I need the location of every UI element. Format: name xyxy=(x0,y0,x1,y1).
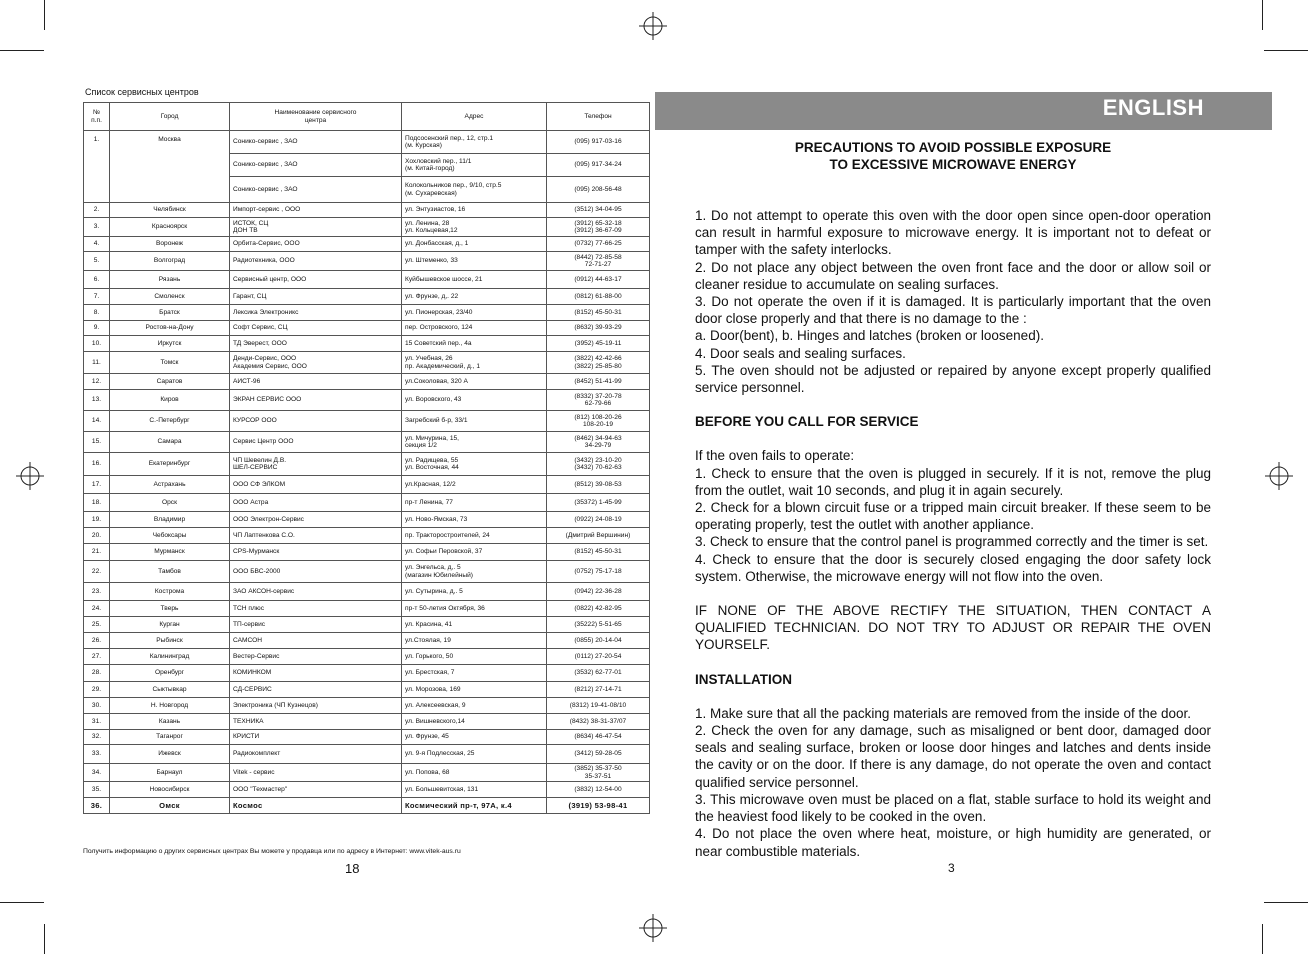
table-row xyxy=(84,714,650,730)
cell-phone: (0732) 77-66-25 xyxy=(547,237,650,252)
cell-phone: (8212) 27-14-71 xyxy=(547,682,650,698)
table-row xyxy=(84,131,650,154)
table-row xyxy=(84,745,650,764)
cell-name: ООО СФ ЭЛКОМ xyxy=(230,476,402,494)
service-footer-note: Получить информацию о других сервисных центрах Вы можете у продавца или по адресу в Интернет: www.vitek-aus.ru xyxy=(83,848,461,855)
table-row xyxy=(84,682,650,698)
cell-city: Киров xyxy=(110,390,230,411)
cell-address: ул. Красина, 41 xyxy=(402,617,547,633)
installation-item: 4. Do not place the oven where heat, moisture, or high humidity are generated, or near combustible materials. xyxy=(695,826,1211,859)
table-row xyxy=(84,336,650,352)
cell-phone: (3919) 53-98-41 xyxy=(547,798,650,814)
table-row xyxy=(84,528,650,544)
table-row xyxy=(84,512,650,528)
cell-phone: (3952) 45-19-11 xyxy=(547,336,650,352)
cell-num: 6. xyxy=(84,271,110,289)
cell-name: Vitek - сервис xyxy=(230,764,402,782)
cell-num: 11. xyxy=(84,352,110,374)
cell-num: 8. xyxy=(84,305,110,321)
service-list-title: Список сервисных центров xyxy=(85,87,199,97)
precautions-heading xyxy=(695,139,1211,173)
table-row xyxy=(84,289,650,305)
cell-address: Подсосенский пер., 12, стр.1 (м. Курская) xyxy=(402,131,547,154)
cell-num: 23. xyxy=(84,583,110,601)
cell-name: КУРСОР ООО xyxy=(230,411,402,432)
cell-name: КРИСТИ xyxy=(230,730,402,745)
cell-address: ул. 9-я Подлесская, 25 xyxy=(402,745,547,764)
table-row xyxy=(84,411,650,432)
cell-name: Сервис Центр ООО xyxy=(230,432,402,453)
cell-name: ЗАО АКСОН-сервис xyxy=(230,583,402,601)
cell-city: Н. Новгород xyxy=(110,698,230,714)
cell-phone: (0112) 27-20-54 xyxy=(547,649,650,665)
cell-phone: (8152) 45-50-31 xyxy=(547,544,650,561)
cell-phone: (8632) 39-93-29 xyxy=(547,321,650,336)
cell-name: Вестер-Сервис xyxy=(230,649,402,665)
table-row xyxy=(84,698,650,714)
installation-item: 3. This microwave oven must be placed on a flat, stable surface to hold its weight and the heaviest food likely to be cooked in the oven. xyxy=(695,791,1211,825)
cell-address: пр. Тракторостроителей, 24 xyxy=(402,528,547,544)
cell-num: 20. xyxy=(84,528,110,544)
crop-mark xyxy=(0,50,44,51)
cell-name: ООО Астра xyxy=(230,494,402,512)
cell-num: 30. xyxy=(84,698,110,714)
service-item: 3. Check to ensure that the control panel is programmed correctly and the timer is set. xyxy=(695,534,1209,550)
cell-name: CPS-Мурманск xyxy=(230,544,402,561)
crop-mark xyxy=(1264,50,1308,51)
cell-phone: (8432) 38-31-37/07 xyxy=(547,714,650,730)
cell-name: Радиокомплект xyxy=(230,745,402,764)
cell-city: Иркутск xyxy=(110,336,230,352)
table-row xyxy=(84,601,650,617)
cell-num: 26. xyxy=(84,633,110,649)
cell-address: Загребский б-р, 33/1 xyxy=(402,411,547,432)
table-row xyxy=(84,649,650,665)
cell-num: 33. xyxy=(84,745,110,764)
installation-item: 2. Check the oven for any damage, such as misaligned or bent door, damaged door seals and sealing surface, broken or loose door hinges and latches and dents inside the cavity or on the door. If there is any damage, do not operate the oven and contact qualified service personnel. xyxy=(695,723,1211,790)
cell-phone: (35222) 5-51-65 xyxy=(547,617,650,633)
column-header-phone: Телефон xyxy=(547,103,650,131)
cell-num: 28. xyxy=(84,665,110,682)
cell-city: Мурманск xyxy=(110,544,230,561)
cell-num: 1. xyxy=(84,131,110,203)
cell-phone: (812) 108-20-26 108-20-19 xyxy=(547,411,650,432)
cell-phone: (8442) 72-85-58 72-71-27 xyxy=(547,252,650,271)
column-header-number: № п.п. xyxy=(84,103,110,131)
cell-city: Курган xyxy=(110,617,230,633)
cell-num: 9. xyxy=(84,321,110,336)
cell-phone: (3822) 42-42-66 (3822) 25-85-80 xyxy=(547,352,650,374)
cell-address: пр-т Ленина, 77 xyxy=(402,494,547,512)
cell-num: 5. xyxy=(84,252,110,271)
cell-phone: (8312) 19-41-08/10 xyxy=(547,698,650,714)
cell-city: Екатеринбург xyxy=(110,453,230,476)
table-row xyxy=(84,617,650,633)
table-row xyxy=(84,453,650,476)
cell-city: Омск xyxy=(110,798,230,814)
cell-city: Сыктывкар xyxy=(110,682,230,698)
cell-city: Орск xyxy=(110,494,230,512)
cell-name: Сервисный центр, ООО xyxy=(230,271,402,289)
column-header-city: Город xyxy=(110,103,230,131)
cell-num: 35. xyxy=(84,782,110,798)
cell-name: Денди-Сервис, ООО Академия Сервис, ООО xyxy=(230,352,402,374)
table-row xyxy=(84,432,650,453)
cell-num: 36. xyxy=(84,798,110,814)
cell-address: ул. Брестская, 7 xyxy=(402,665,547,682)
cell-address: ул. Вишневского,14 xyxy=(402,714,547,730)
english-instructions xyxy=(695,139,1211,860)
cell-name: ООО БВС-2000 xyxy=(230,561,402,583)
cell-name: Сонико-сервис , ЗАО xyxy=(230,177,402,203)
crop-mark xyxy=(1262,0,1263,30)
cell-city: Волгоград xyxy=(110,252,230,271)
table-row xyxy=(84,544,650,561)
table-row xyxy=(84,321,650,336)
cell-city: Казань xyxy=(110,714,230,730)
precaution-item: 1. Do not attempt to operate this oven with the door open since open-door operation can result in harmful exposure to microwave energy. It is important not to defeat or tamper with the safety interlocks. xyxy=(695,208,1211,258)
cell-city: Тверь xyxy=(110,601,230,617)
cell-city: Калининград xyxy=(110,649,230,665)
cell-name: ООО "Техмастер" xyxy=(230,782,402,798)
cell-name: Сонико-сервис , ЗАО xyxy=(230,154,402,177)
cell-address: пр-т 50-летия Октября, 36 xyxy=(402,601,547,617)
cell-num: 15. xyxy=(84,432,110,453)
cell-num: 2. xyxy=(84,203,110,218)
cell-num: 13. xyxy=(84,390,110,411)
cell-address: ул. Софьи Перовской, 37 xyxy=(402,544,547,561)
registration-mark-left xyxy=(16,462,44,490)
cell-phone: (3432) 23-10-20 (3432) 70-62-63 xyxy=(547,453,650,476)
cell-address: Хохловский пер., 11/1 (м. Китай-город) xyxy=(402,154,547,177)
cell-address: ул. Попова, 68 xyxy=(402,764,547,782)
cell-phone: (35372) 1-45-99 xyxy=(547,494,650,512)
installation-heading: INSTALLATION xyxy=(695,671,792,687)
cell-num: 4. xyxy=(84,237,110,252)
cell-phone: (3532) 62-77-01 xyxy=(547,665,650,682)
cell-address: ул. Алексеевская, 9 xyxy=(402,698,547,714)
table-row xyxy=(84,561,650,583)
table-row xyxy=(84,374,650,390)
cell-name: Софт Сервис, СЦ xyxy=(230,321,402,336)
cell-num: 12. xyxy=(84,374,110,390)
cell-address: ул. Учебная, 26 пр. Академический, д., 1 xyxy=(402,352,547,374)
precaution-item: 4. Door seals and sealing surfaces. xyxy=(695,345,906,361)
table-row xyxy=(84,764,650,782)
cell-num: 24. xyxy=(84,601,110,617)
crop-mark xyxy=(44,0,45,30)
cell-phone: (0855) 20-14-04 xyxy=(547,633,650,649)
service-item: 1. Check to ensure that the oven is plugged in securely. If it is not, remove the plug from the outlet, wait 10 seconds, and plug it in again securely. xyxy=(695,465,1211,498)
cell-name: Сонико-сервис , ЗАО xyxy=(230,131,402,154)
cell-address: 15 Советский пер., 4а xyxy=(402,336,547,352)
table-row xyxy=(84,583,650,601)
table-row xyxy=(84,218,650,237)
service-item: 4. Check to ensure that the door is securely closed engaging the door safety lock system. Otherwise, the microwave energy will not flow into the oven. xyxy=(695,551,1211,584)
cell-name: Лексика Электроникс xyxy=(230,305,402,321)
cell-address: ул. Энтузиастов, 16 xyxy=(402,203,547,218)
cell-num: 10. xyxy=(84,336,110,352)
cell-phone: (8634) 46-47-54 xyxy=(547,730,650,745)
crop-mark xyxy=(44,924,45,954)
table-row xyxy=(84,352,650,374)
crop-mark xyxy=(1264,902,1308,903)
cell-name: Космос xyxy=(230,798,402,814)
cell-city: Чебоксары xyxy=(110,528,230,544)
page-number-left: 18 xyxy=(345,861,360,876)
cell-address: ул. Штеменко, 33 xyxy=(402,252,547,271)
cell-phone: (3912) 65-32-18 (3912) 36-67-09 xyxy=(547,218,650,237)
table-row xyxy=(84,782,650,798)
cell-address: ул. Большевитская, 131 xyxy=(402,782,547,798)
cell-address: ул. Ленина, 28 ул. Кольцевая,12 xyxy=(402,218,547,237)
cell-phone: (Дмитрий Вершинин) xyxy=(547,528,650,544)
cell-num: 18. xyxy=(84,494,110,512)
cell-num: 17. xyxy=(84,476,110,494)
cell-city: Оренбург xyxy=(110,665,230,682)
precaution-item: 5. The oven should not be adjusted or repaired by anyone except properly qualified service personnel. xyxy=(695,362,1211,396)
precautions-heading-line: PRECAUTIONS TO AVOID POSSIBLE EXPOSURE xyxy=(794,140,1112,155)
cell-city: Воронеж xyxy=(110,237,230,252)
cell-city: Челябинск xyxy=(110,203,230,218)
cell-num: 7. xyxy=(84,289,110,305)
cell-city: Томск xyxy=(110,352,230,374)
column-header-address: Адрес xyxy=(402,103,547,131)
cell-city: Кострома xyxy=(110,583,230,601)
cell-phone: (095) 917-03-16 xyxy=(547,131,650,154)
cell-phone: (0822) 42-82-95 xyxy=(547,601,650,617)
cell-name: ТП-сервис xyxy=(230,617,402,633)
cell-name: ТСН плюс xyxy=(230,601,402,617)
cell-city: Ростов-на-Дону xyxy=(110,321,230,336)
precaution-item: a. Door(bent), b. Hinges and latches (broken or loosened). xyxy=(695,328,1044,344)
cell-num: 31. xyxy=(84,714,110,730)
cell-name: ИСТОК, СЦ ДОН ТВ xyxy=(230,218,402,237)
cell-num: 19. xyxy=(84,512,110,528)
cell-city: Саратов xyxy=(110,374,230,390)
cell-city: Тамбов xyxy=(110,561,230,583)
language-banner xyxy=(655,92,1272,130)
page-number-right: 3 xyxy=(948,861,955,875)
cell-city: Владимир xyxy=(110,512,230,528)
column-header-name: Наименование сервисного центра xyxy=(230,103,402,131)
cell-name: Орбита-Сервис, ООО xyxy=(230,237,402,252)
cell-city: Ижевск xyxy=(110,745,230,764)
cell-phone: (3852) 35-37-50 35-37-51 xyxy=(547,764,650,782)
service-centers-table xyxy=(83,102,650,814)
cell-address: ул.Красная, 12/2 xyxy=(402,476,547,494)
cell-name: САМСОН xyxy=(230,633,402,649)
cell-address: ул.Стоялая, 19 xyxy=(402,633,547,649)
cell-name: Электроника (ЧП Кузнецов) xyxy=(230,698,402,714)
table-row xyxy=(84,271,650,289)
cell-city: Астрахань xyxy=(110,476,230,494)
table-row xyxy=(84,252,650,271)
cell-address: ул. Воровского, 43 xyxy=(402,390,547,411)
service-item: 2. Check for a blown circuit fuse or a tripped main circuit breaker. If these seem to be operating properly, test the outlet with another appliance. xyxy=(695,500,1211,533)
cell-city: Смоленск xyxy=(110,289,230,305)
service-intro: If the oven fails to operate: xyxy=(695,448,855,464)
cell-address: ул.Соколовая, 320 А xyxy=(402,374,547,390)
cell-address: ул. Энгельса, д,. 5 (магазин Юбилейный) xyxy=(402,561,547,583)
registration-mark-right xyxy=(1265,462,1293,490)
cell-phone: (095) 208-56-48 xyxy=(547,177,650,203)
cell-city: Рязань xyxy=(110,271,230,289)
cell-phone: (3832) 12-54-00 xyxy=(547,782,650,798)
cell-phone: (0752) 75-17-18 xyxy=(547,561,650,583)
cell-city: Самара xyxy=(110,432,230,453)
cell-name: ТЕХНИКА xyxy=(230,714,402,730)
cell-name: ЧП Шевелин Д.В. ШЕЛ-СЕРВИС xyxy=(230,453,402,476)
cell-phone: (0922) 24-08-19 xyxy=(547,512,650,528)
table-row xyxy=(84,633,650,649)
cell-name: КОМИНКОМ xyxy=(230,665,402,682)
cell-name: СД-СЕРВИС xyxy=(230,682,402,698)
cell-city: Барнаул xyxy=(110,764,230,782)
cell-name: АИСТ-96 xyxy=(230,374,402,390)
table-row xyxy=(84,476,650,494)
cell-city: Москва xyxy=(110,131,230,203)
crop-mark xyxy=(1262,924,1263,954)
cell-address: пер. Островского, 124 xyxy=(402,321,547,336)
cell-city: Братск xyxy=(110,305,230,321)
cell-address: ул. Радищева, 55 ул. Восточная, 44 xyxy=(402,453,547,476)
cell-phone: (0912) 44-63-17 xyxy=(547,271,650,289)
cell-city: Рыбинск xyxy=(110,633,230,649)
cell-num: 25. xyxy=(84,617,110,633)
cell-num: 3. xyxy=(84,218,110,237)
cell-phone: (095) 917-34-24 xyxy=(547,154,650,177)
cell-address: ул. Донбасская, д., 1 xyxy=(402,237,547,252)
cell-phone: (8512) 39-08-53 xyxy=(547,476,650,494)
table-row xyxy=(84,390,650,411)
cell-num: 27. xyxy=(84,649,110,665)
cell-phone: (3412) 59-28-05 xyxy=(547,745,650,764)
table-row xyxy=(84,665,650,682)
cell-name: ЧП Лаптенкова С.О. xyxy=(230,528,402,544)
cell-name: Гарант, СЦ xyxy=(230,289,402,305)
cell-phone: (8452) 51-41-99 xyxy=(547,374,650,390)
cell-num: 21. xyxy=(84,544,110,561)
cell-phone: (8152) 45-50-31 xyxy=(547,305,650,321)
cell-num: 16. xyxy=(84,453,110,476)
cell-address: Космический пр-т, 97А, к.4 xyxy=(402,798,547,814)
table-row xyxy=(84,494,650,512)
cell-address: ул. Морозова, 169 xyxy=(402,682,547,698)
cell-address: Колокольников пер., 9/10, стр.5 (м. Сухаревская) xyxy=(402,177,547,203)
table-row xyxy=(84,237,650,252)
crop-mark xyxy=(0,902,44,903)
cell-name: Радиотехника, ООО xyxy=(230,252,402,271)
precautions-heading-line: TO EXCESSIVE MICROWAVE ENERGY xyxy=(829,157,1077,172)
cell-city: С.-Петербург xyxy=(110,411,230,432)
precautions-list xyxy=(695,207,1211,396)
precaution-item: 3. Do not operate the oven if it is damaged. It is particularly important that the oven door close properly and that there is no damage to the : xyxy=(695,294,1211,327)
service-warning: IF NONE OF THE ABOVE RECTIFY THE SITUATION, THEN CONTACT A QUALIFIED TECHNICIAN. DO NOT TRY TO ADJUST OR REPAIR THE OVEN YOURSELF. xyxy=(695,603,1211,653)
service-heading: BEFORE YOU CALL FOR SERVICE xyxy=(695,414,919,430)
cell-address: ул. Фрунзе, 45 xyxy=(402,730,547,745)
cell-num: 32. xyxy=(84,730,110,745)
table-row xyxy=(84,203,650,218)
cell-phone: (0812) 61-88-00 xyxy=(547,289,650,305)
cell-city: Новосибирск xyxy=(110,782,230,798)
cell-phone: (8332) 37-20-78 62-79-66 xyxy=(547,390,650,411)
cell-name: ТД Эверест, ООО xyxy=(230,336,402,352)
table-row xyxy=(84,798,650,814)
table-header-row xyxy=(84,103,650,131)
registration-mark-bottom xyxy=(639,914,667,942)
cell-name: ООО Электрон-Сервис xyxy=(230,512,402,528)
cell-num: 14. xyxy=(84,411,110,432)
cell-phone: (3512) 34-04-95 xyxy=(547,203,650,218)
cell-num: 34. xyxy=(84,764,110,782)
cell-address: ул. Фрунзе, д,. 22 xyxy=(402,289,547,305)
cell-address: Куйбышевское шоссе, 21 xyxy=(402,271,547,289)
cell-phone: (0942) 22-36-28 xyxy=(547,583,650,601)
registration-mark-top xyxy=(639,12,667,40)
cell-num: 22. xyxy=(84,561,110,583)
cell-address: ул. Мичурина, 15, секция 1/2 xyxy=(402,432,547,453)
cell-city: Красноярск xyxy=(110,218,230,237)
cell-address: ул. Сутырина, д,. 5 xyxy=(402,583,547,601)
cell-num: 29. xyxy=(84,682,110,698)
cell-city: Таганрог xyxy=(110,730,230,745)
cell-phone: (8462) 34-94-63 34-29-79 xyxy=(547,432,650,453)
banner-label: ENGLISH xyxy=(1102,95,1204,120)
cell-address: ул. Горького, 50 xyxy=(402,649,547,665)
installation-item: 1. Make sure that all the packing materials are removed from the inside of the door. xyxy=(695,705,1192,721)
cell-name: ЭКРАН СЕРВИС ООО xyxy=(230,390,402,411)
cell-name: Импорт-сервис , ООО xyxy=(230,203,402,218)
precaution-item: 2. Do not place any object between the oven front face and the door or allow soil or cleaner residue to accumulate on sealing surfaces. xyxy=(695,259,1211,292)
table-row xyxy=(84,305,650,321)
cell-address: ул. Пионерская, 23/40 xyxy=(402,305,547,321)
table-row xyxy=(84,730,650,745)
cell-address: ул. Ново-Ямская, 73 xyxy=(402,512,547,528)
